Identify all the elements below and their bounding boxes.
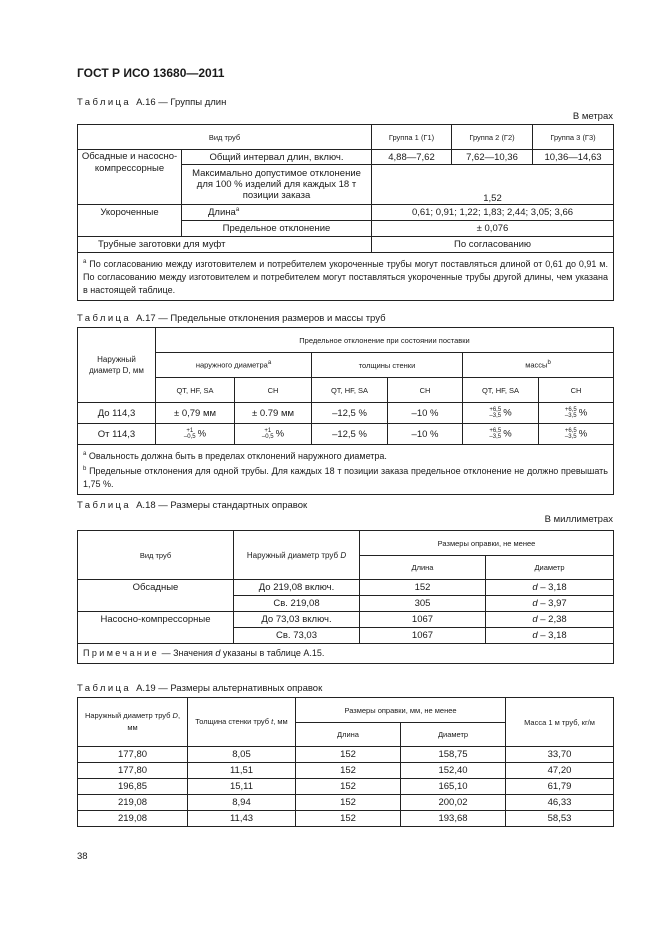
table-cell: Св. 219,08 xyxy=(234,596,360,612)
table-cell: Св. 73,03 xyxy=(234,628,360,644)
row-label: Обсадные и насосно-компрессорные xyxy=(78,150,182,205)
row-label: Укороченные xyxy=(78,205,182,237)
column-header: Масса 1 м труб, кг/м xyxy=(506,698,614,747)
table-cell: ± 0,79 мм xyxy=(156,403,235,424)
table-cell: 10,36—14,63 xyxy=(533,150,614,165)
column-header: Наружный диаметр D, мм xyxy=(78,328,156,403)
table-cell: 200,02 xyxy=(401,795,506,811)
row-label: 196,85 xyxy=(78,779,188,795)
column-header: Размеры оправки, мм, не менее xyxy=(296,698,506,723)
table-cell: d – 3,18 xyxy=(486,628,614,644)
row-label: От 114,3 xyxy=(78,424,156,445)
column-header: Вид труб xyxy=(78,125,372,150)
table-row xyxy=(78,763,614,779)
table-a19 xyxy=(77,697,614,827)
table-row xyxy=(78,424,614,445)
table-cell: 193,68 xyxy=(401,811,506,827)
table-cell: 47,20 xyxy=(506,763,614,779)
table-cell: +6,5 –3,5 % xyxy=(463,424,539,445)
column-header: Группа 3 (Г3) xyxy=(533,125,614,150)
column-header: массы$^b$ xyxy=(463,353,614,378)
table-cell: d – 3,97 xyxy=(486,596,614,612)
column-header: толщины стенки xyxy=(312,353,463,378)
row-label: 177,80 xyxy=(78,747,188,763)
table-a19-caption: Таблица А.19 — Размеры альтернативных оправок xyxy=(77,683,323,694)
column-header: CH xyxy=(388,378,463,403)
table-row xyxy=(78,795,614,811)
page-number: 38 xyxy=(77,851,88,862)
row-label: Насосно-компрессорные xyxy=(78,612,234,644)
table-a16 xyxy=(77,124,614,301)
table-a17 xyxy=(77,327,614,495)
row-label: Обсадные xyxy=(78,580,234,612)
table-cell: 4,88—7,62 xyxy=(372,150,452,165)
row-label: Трубные заготовки для муфт xyxy=(78,237,372,253)
column-header: Наружный диаметр труб D, мм xyxy=(78,698,188,747)
row-label: 177,80 xyxy=(78,763,188,779)
table-cell: +6,5 –3,5 % xyxy=(539,403,614,424)
table-cell: 0,61; 0,91; 1,22; 1,83; 2,44; 3,05; 3,66 xyxy=(372,205,614,221)
row-label: 219,08 xyxy=(78,811,188,827)
table-cell: 8,05 xyxy=(188,747,296,763)
table-cell: +6,5 –3,5 % xyxy=(463,403,539,424)
table-row xyxy=(78,612,614,628)
table-cell: До 73,03 включ. xyxy=(234,612,360,628)
table-cell: 61,79 xyxy=(506,779,614,795)
column-header: Диаметр xyxy=(486,556,614,580)
column-header: Толщина стенки труб t, мм xyxy=(188,698,296,747)
table-cell: 165,10 xyxy=(401,779,506,795)
table-cell: d – 3,18 xyxy=(486,580,614,596)
column-header: QT, HF, SA xyxy=(463,378,539,403)
table-cell: ± 0.79 мм xyxy=(235,403,312,424)
table-row xyxy=(78,747,614,763)
table-cell: 152 xyxy=(296,763,401,779)
table-row xyxy=(78,403,614,424)
table-cell: ± 0,076 xyxy=(372,221,614,237)
table-cell: Предельное отклонение xyxy=(182,221,372,237)
table-footnote: $^a$ Овальность должна быть в пределах отклонений наружного диаметра. $^b$ Предельные отклонения для одной трубы. Для каждых 18 т позиции заказа предельное отклонение не должно превышать 1,75 %. xyxy=(78,445,614,495)
table-cell: 15,11 xyxy=(188,779,296,795)
table-cell: 152 xyxy=(296,795,401,811)
table-cell: Общий интервал длин, включ. xyxy=(182,150,372,165)
table-cell: 152 xyxy=(360,580,486,596)
table-cell: Максимально допустимое отклонение для 100 % изделий для каждых 18 т позиции заказа xyxy=(182,165,372,205)
column-header: Размеры оправки, не менее xyxy=(360,531,614,556)
document-header: ГОСТ Р ИСО 13680—2011 xyxy=(77,66,225,80)
table-cell: –10 % xyxy=(388,403,463,424)
column-header: наружного диаметра$^a$ xyxy=(156,353,312,378)
table-cell: 152 xyxy=(296,779,401,795)
table-cell: 11,43 xyxy=(188,811,296,827)
table-cell: +6,5 –3,5 % xyxy=(539,424,614,445)
table-cell: 152 xyxy=(296,747,401,763)
column-header: QT, HF, SA xyxy=(312,378,388,403)
table-cell: +1 –0,5 % xyxy=(156,424,235,445)
table-cell: 152,40 xyxy=(401,763,506,779)
table-footnote: $^a$ По согласованию между изготовителем и потребителем укороченные трубы могут поставляться длиной от 0,61 до 0,91 м. По согласованию между изготовителем и потребителем могут поставляться укороченные трубы другой длины, чем указана в настоящей таблице. xyxy=(78,253,614,301)
table-a16-caption: Таблица А.16 — Группы длин xyxy=(77,97,227,108)
table-cell: 1,52 xyxy=(372,165,614,205)
row-label: 219,08 xyxy=(78,795,188,811)
column-header: Предельное отклонение при состоянии поставки xyxy=(156,328,614,353)
table-a18-caption: Таблица А.18 — Размеры стандартных оправок xyxy=(77,500,308,511)
table-cell: 8,94 xyxy=(188,795,296,811)
table-cell: 305 xyxy=(360,596,486,612)
column-header: CH xyxy=(235,378,312,403)
table-a18 xyxy=(77,530,614,664)
table-row xyxy=(78,811,614,827)
table-cell: –10 % xyxy=(388,424,463,445)
table-cell: 46,33 xyxy=(506,795,614,811)
row-label: До 114,3 xyxy=(78,403,156,424)
table-cell: Длина$^a$ xyxy=(182,205,372,221)
column-header: Длина xyxy=(296,723,401,747)
table-cell: 1067 xyxy=(360,612,486,628)
column-header: QT, HF, SA xyxy=(156,378,235,403)
column-header: Длина xyxy=(360,556,486,580)
table-cell: 33,70 xyxy=(506,747,614,763)
table-cell: –12,5 % xyxy=(312,403,388,424)
column-header: Вид труб xyxy=(78,531,234,580)
table-cell: 7,62—10,36 xyxy=(452,150,533,165)
table-a17-caption: Таблица А.17 — Предельные отклонения размеров и массы труб xyxy=(77,313,386,324)
table-note: Примечание — Значения d указаны в таблице А.15. xyxy=(78,644,614,664)
table-cell: 1067 xyxy=(360,628,486,644)
table-cell: 152 xyxy=(296,811,401,827)
column-header: Группа 1 (Г1) xyxy=(372,125,452,150)
table-a18-units: В миллиметрах xyxy=(544,514,613,525)
table-cell: 58,53 xyxy=(506,811,614,827)
column-header: CH xyxy=(539,378,614,403)
table-cell: 11,51 xyxy=(188,763,296,779)
table-cell: +1 –0,5 % xyxy=(235,424,312,445)
table-cell: По согласованию xyxy=(372,237,614,253)
table-row xyxy=(78,580,614,596)
table-cell: До 219,08 включ. xyxy=(234,580,360,596)
table-row xyxy=(78,779,614,795)
table-cell: d – 2,38 xyxy=(486,612,614,628)
table-cell: –12,5 % xyxy=(312,424,388,445)
column-header: Группа 2 (Г2) xyxy=(452,125,533,150)
column-header: Диаметр xyxy=(401,723,506,747)
table-cell: 158,75 xyxy=(401,747,506,763)
column-header: Наружный диаметр труб D xyxy=(234,531,360,580)
table-a16-units: В метрах xyxy=(572,111,613,122)
